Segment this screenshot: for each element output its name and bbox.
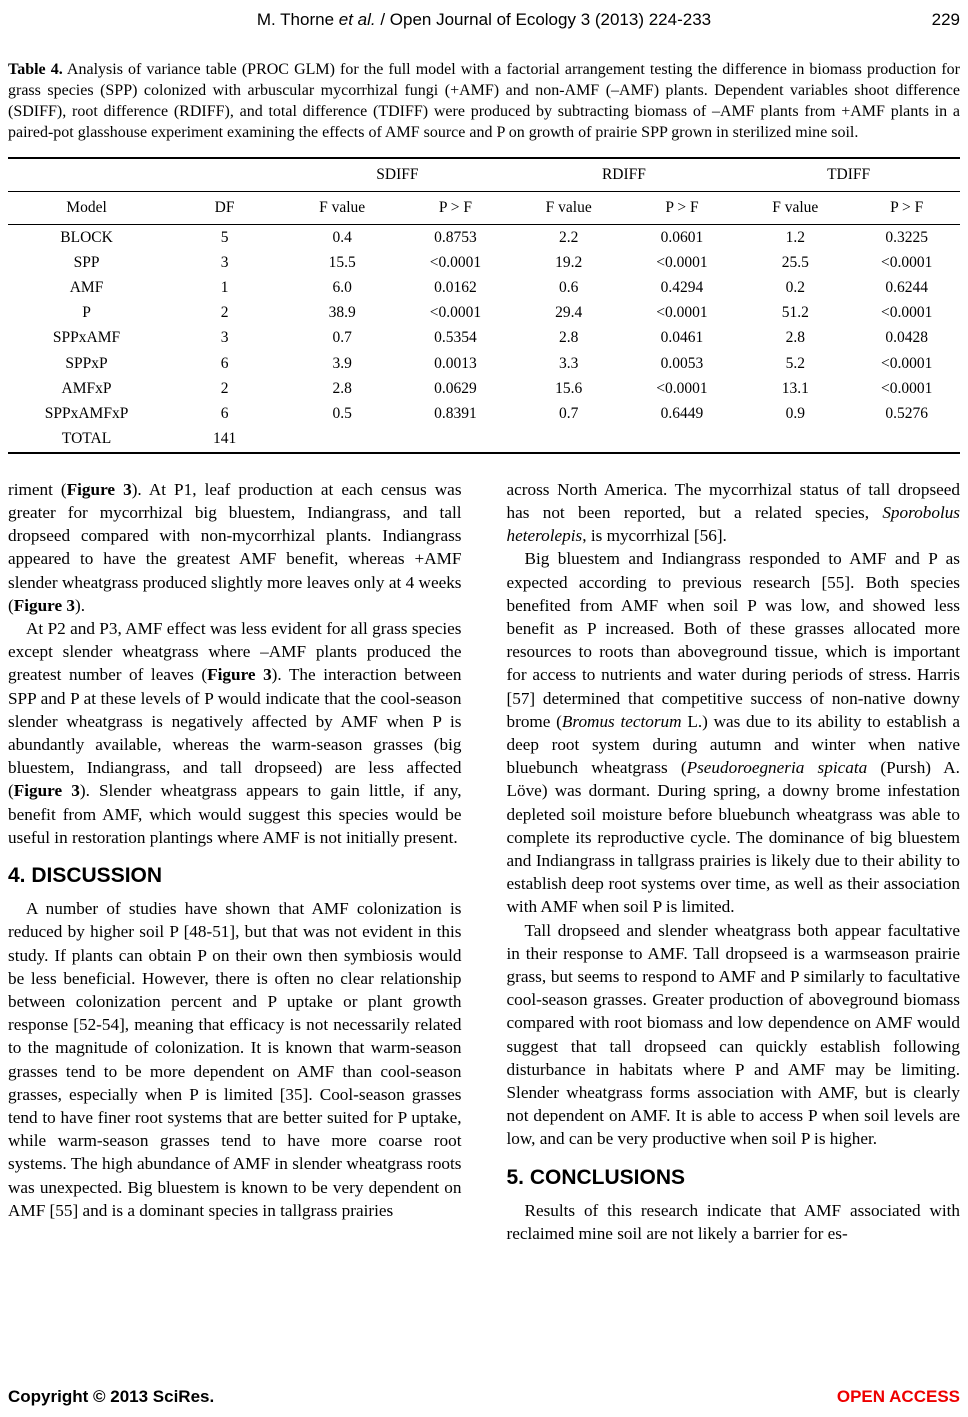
table-cell: 0.0629 [434,379,477,397]
anova-table [8,157,960,454]
table-cell: 6 [220,404,229,422]
text-segment: Tall dropseed and slender wheatgrass both appear facultative in their response to AMF. Tall dropseed is a warmseason prairie grass, but seems to respond to AMF and P similarly to facultative cool-season grasses. Greater production of aboveground biomass compared with root biomass and low dependence on AMF would suggest that tall dropseed can quickly establish following disturbance in habitats where P and AMF may be limiting. Slender wheatgrass forms association with AMF, but is clearly not dependent on AMF. It is able to access P when soil levels are low, and can be very productive when soil P is higher. [506,920,960,1149]
table-cell: <0.0001 [880,304,933,322]
table-group-header-tdiff: TDIFF [737,158,960,192]
body-columns [8,478,960,1246]
table-cell: 29.4 [555,304,583,322]
table-cell [853,427,960,453]
table-cell [627,427,737,453]
text-segment: Table 4. [8,61,63,78]
table-cell: 0.8391 [434,404,477,422]
text-segment: across North America. The mycorrhizal status of tall dropseed has not been reported, but a related species, [506,479,960,522]
table-cell: 0.0461 [660,329,704,347]
column-right [507,478,961,1246]
table-row [8,301,960,326]
table-caption [8,59,960,143]
text-segment: A number of studies have shown that AMF colonization is reduced by higher soil P [48-51], but that was not evident in this study. If plants can obtain P on their own then symbiosis would be less beneficial. However, there is often no clear relationship between colonization percent and P uptake or plant growth response [52-54], meaning that efficacy is not necessarily related to the magnitude of colonization. It is known that warm-season grasses tend to be more dependent on AMF than cool-season grasses, especially when P is limited [35]. Cool-season grasses tend to have finer root systems that are better suited for P uptake, while warm-season grasses tend to have more coarse root systems. The high abundance of AMF in slender wheatgrass roots was unexpected. Big bluestem is known to be very dependent on AMF [55] and is a dominant species in tallgrass prairies [8,899,462,1220]
table-cell: 0.7 [559,404,579,422]
table-cell: 0.4294 [660,278,704,296]
table-cell: 2 [220,304,229,322]
text-segment: et al. [338,10,376,29]
table-cell: 19.2 [555,253,583,271]
table-cell: 0.6449 [660,404,704,422]
text-segment: Figure 3 [207,665,272,685]
table-cell: 25.5 [781,253,809,271]
text-segment: ). Slender wheatgrass appears to gain little, if any, benefit from AMF, which would suggest this species would be useful in restoration plantings where AMF is not initially present. [8,781,462,847]
table-cell: 3.3 [559,354,579,372]
text-segment: Pseudoroegneria spicata [686,758,868,778]
table-row [8,401,960,426]
table-row [8,225,960,251]
table-cell: 0.7 [332,329,352,347]
running-title [78,10,890,30]
table-cell: 0.0428 [885,329,928,347]
table-cell: SPPxAMF [52,329,121,347]
table-cell: 0.9 [785,404,805,422]
column-header-df: DF [165,192,284,225]
column-header-pf-sdiff: P > F [400,192,510,225]
paragraph [8,897,462,1222]
table-cell: 2.8 [332,379,352,397]
page-number: 229 [931,10,960,29]
table-cell: 15.6 [555,379,583,397]
table-cell: <0.0001 [880,379,933,397]
table-cell: <0.0001 [880,253,933,271]
paragraph [507,919,961,1151]
table-row [8,351,960,376]
table-cell: 0.6 [559,278,579,296]
table-cell: 0.0013 [434,354,477,372]
table-cell: 0.2 [785,278,805,296]
column-header-fvalue-sdiff: F value [284,192,400,225]
table-cell: 0.0162 [434,278,477,296]
table-cell: 0.3225 [885,228,928,246]
table-cell: 2.8 [785,329,805,347]
table-cell: 2 [220,379,229,397]
text-segment: (Pursh) A. Löve) was dormant. During spring, a downy brome infestation depleted soil moisture before bluebunch wheatgrass was able to complete its reproductive cycle. The dominance of big bluestem and Indiangrass in tallgrass prairies is likely due to their ability to establish deep root systems over time, as well as their association with AMF when soil P is limited. [506,758,960,917]
text-segment: , is mycorrhizal [56]. [582,526,727,546]
text-segment: L.) was due to its ability to establish a deep root system during autumn and winter when native bluebunch wheatgrass ( [506,711,960,778]
table-row [8,427,960,453]
table-cell: 51.2 [781,304,809,322]
text-segment: riment ( [8,479,67,499]
table-cell: 0.4 [332,228,352,246]
text-segment: Figure 3 [13,781,80,801]
table-cell [400,427,510,453]
paragraph [8,478,462,617]
table-cell: 0.0601 [660,228,704,246]
text-segment: ). [75,595,86,615]
column-header-fvalue-rdiff: F value [511,192,627,225]
table-group-header-row [8,158,960,192]
table-cell: 0.5276 [885,404,928,422]
table-cell: 3 [220,253,229,271]
text-segment: M. Thorne [256,10,339,29]
text-segment: ). The interaction between SPP and P at these levels of P would indicate that the cool-season slender wheatgrass is negatively affected by AMF when P is abundantly available, whereas the warm-season grasses (big bluestem, Indiangrass, and tall dropseed) are less affected ( [8,665,462,801]
table-cell: 0.0053 [660,354,704,372]
text-segment: Bromus tectorum [561,711,682,731]
table-group-header-spacer [8,158,284,192]
table-cell: AMFxP [61,379,112,397]
table-column-header-row [8,192,960,225]
table-cell: 6.0 [332,278,352,296]
page-footer [8,1387,960,1407]
column-header-model: Model [8,192,165,225]
table-row [8,326,960,351]
table-row [8,376,960,401]
text-segment: Analysis of variance table (PROC GLM) for the full model with a factorial arrangement testing the difference in biomass production for grass species (SPP) colonized with arbuscular mycorrhizal fungi (+AMF) and non-AMF (–AMF) plants. Dependent variables shoot difference (SDIFF), root difference (RDIFF), and total difference (TDIFF) were produced by subtracting biomass of –AMF plants from +AMF plants in a paired-pot glasshouse experiment examining the effects of AMF source and P on growth of prairie SPP grown in sterilized mine soil. [8,61,960,141]
table-cell: 141 [212,430,237,448]
text-segment: Results of this research indicate that AMF associated with reclaimed mine soil are not likely a barrier for es- [506,1200,960,1243]
table-cell: <0.0001 [880,354,933,372]
table-cell: <0.0001 [429,253,482,271]
paragraph [8,617,462,849]
column-header-fvalue-tdiff: F value [737,192,853,225]
table-cell: 13.1 [781,379,809,397]
table-cell: <0.0001 [656,379,708,397]
table-cell: 0.5 [332,404,352,422]
table-cell [511,427,627,453]
text-segment: Big bluestem and Indiangrass responded to AMF and P as expected according to previous research [55]. Both species benefited from AMF when soil P was low, and showed less benefit as P increased. Both of these grasses allocated more resources to roots than aboveground tissue, which is important for access to nutrients and water during periods of stress. Harris [57] determined that competitive success of non-native downy brome ( [506,549,960,731]
table-group-header-sdiff: SDIFF [284,158,511,192]
open-access-label: OPEN ACCESS [836,1387,960,1406]
table-group-header-rdiff: RDIFF [511,158,738,192]
column-left [8,478,462,1246]
table-row [8,250,960,275]
text-segment: ). At P1, leaf production at each census was greater for mycorrhizal big bluestem, Indiangrass, and tall dropseed compared with non-mycorrhizal plants. Indiangrass appeared to have the greatest AMF benefit, whereas +AMF slender wheatgrass produced slightly more leaves only at 4 weeks ( [8,479,462,615]
text-segment: / Open Journal of Ecology 3 (2013) 224-233 [375,10,712,29]
table-cell: SPPxAMFxP [44,404,129,422]
table-cell [284,427,400,453]
table-cell: 38.9 [328,304,356,322]
table-cell: 0.5354 [434,329,477,347]
copyright-text: Copyright © 2013 SciRes. [8,1387,215,1406]
table-cell: SPPxP [65,354,108,372]
paragraph [507,547,961,918]
table-cell: 2.2 [559,228,579,246]
text-segment: Sporobolus heterolepis [506,502,960,546]
table-cell: TOTAL [61,430,112,448]
table-cell: 1.2 [785,228,805,246]
column-header-pf-tdiff: P > F [853,192,960,225]
text-segment: Figure 3 [66,479,132,499]
table-cell: 3 [220,329,229,347]
section-heading: 4. DISCUSSION [8,863,163,887]
table-cell: 3.9 [332,354,352,372]
table-cell: P [82,304,91,322]
table-cell: 15.5 [328,253,356,271]
table-cell: <0.0001 [656,253,708,271]
table-cell: <0.0001 [656,304,708,322]
table-cell: <0.0001 [429,304,482,322]
column-header-pf-rdiff: P > F [627,192,737,225]
table-row [8,275,960,300]
text-segment: At P2 and P3, AMF effect was less evident for all grass species except slender wheatgrass where –AMF plants produced the greatest number of leaves ( [8,618,462,685]
paragraph [507,478,961,548]
table-cell: 0.8753 [434,228,477,246]
paragraph [507,1199,961,1245]
page-header [8,10,960,30]
table-cell: 5 [220,228,229,246]
table-cell [737,427,853,453]
section-heading: 5. CONCLUSIONS [506,1165,686,1189]
table-cell: 2.8 [559,329,579,347]
anova-table-body [8,225,960,453]
table-cell: 1 [220,278,229,296]
text-segment: Figure 3 [13,595,75,615]
table-cell: 5.2 [785,354,805,372]
table-cell: 6 [220,354,229,372]
table-cell: AMF [69,278,104,296]
table-cell: SPP [73,253,100,271]
table-cell: 0.6244 [885,278,928,296]
table-cell: BLOCK [60,228,113,246]
